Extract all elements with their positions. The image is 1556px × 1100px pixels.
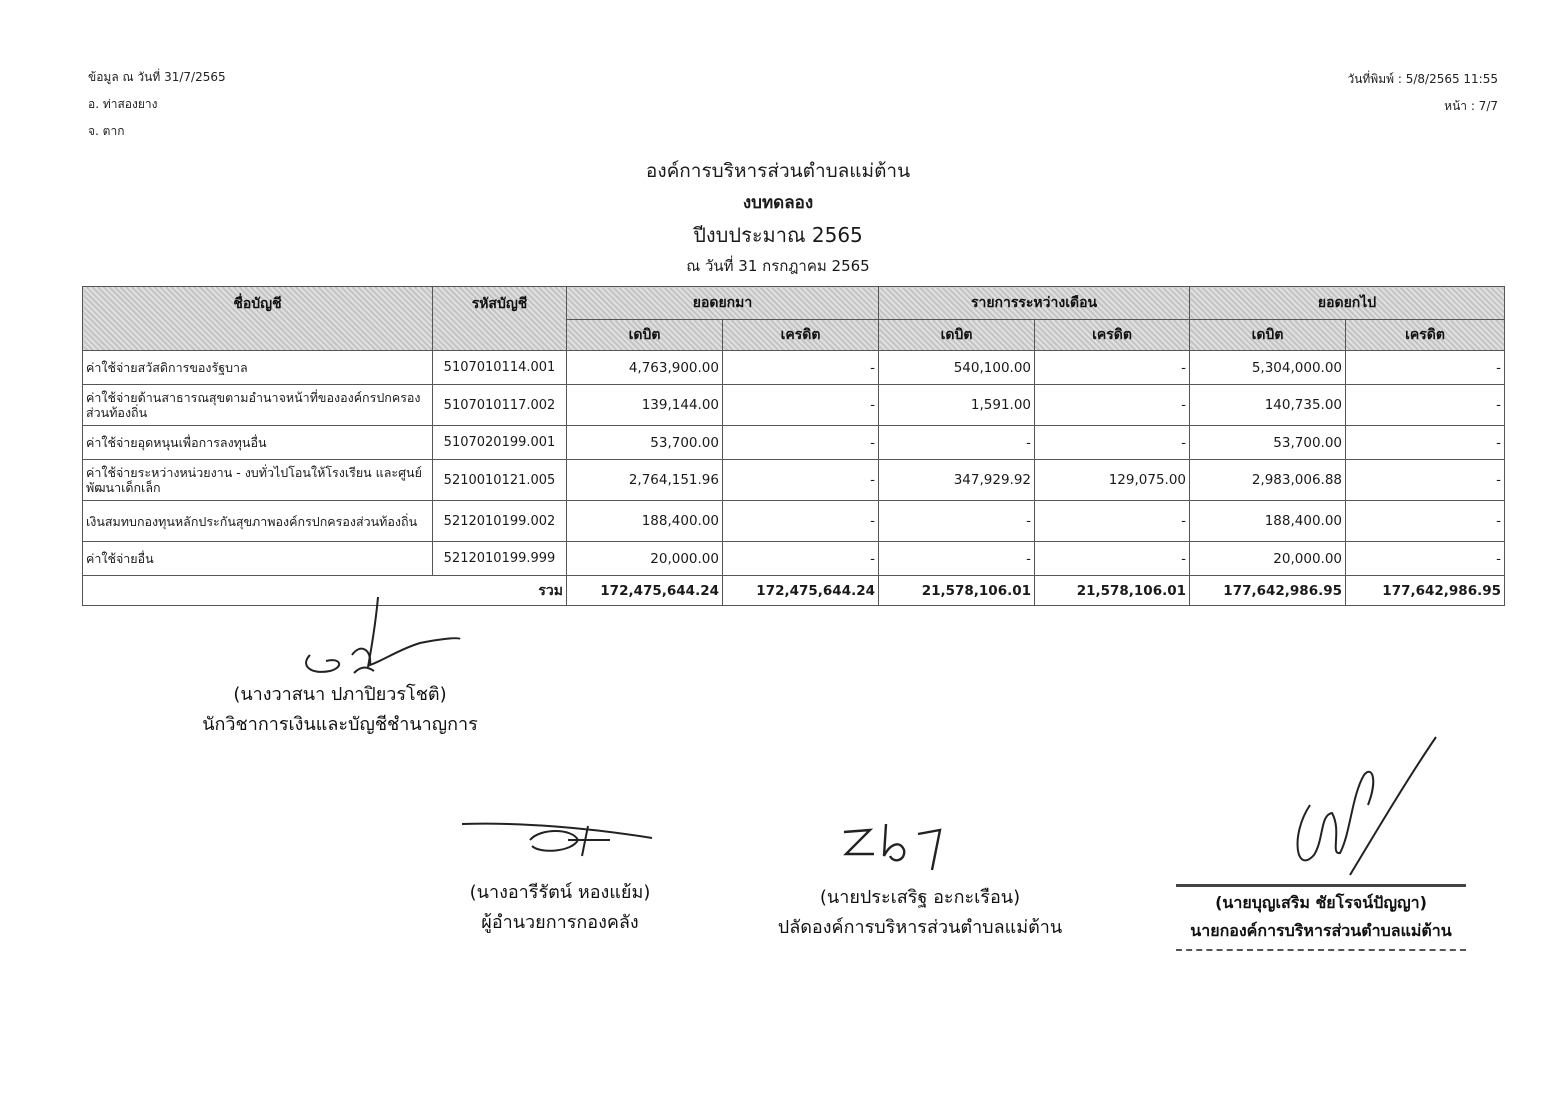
report-titles	[0, 154, 1556, 280]
signer-name: (นายบุญเสริม ชัยโรจน์ปัญญา)	[1215, 893, 1427, 912]
cf-debit: 53,700.00	[1190, 426, 1346, 460]
m-credit: -	[1035, 426, 1190, 460]
account-name: เงินสมทบกองทุนหลักประกันสุขภาพองค์กรปกครองส่วนท้องถิ่น	[83, 501, 433, 542]
table-row	[83, 542, 1505, 576]
account-name: ค่าใช้จ่ายด้านสาธารณสุขตามอำนาจหน้าที่ขององค์กรปกครองส่วนท้องถิ่น	[83, 385, 433, 426]
signer-name: (นายประเสริฐ อะกะเรือน)	[819, 887, 1021, 908]
header-carried-forward: ยอดยกไป	[1190, 287, 1505, 320]
bf-credit: -	[723, 351, 879, 385]
cf-debit: 140,735.00	[1190, 385, 1346, 426]
province: จ. ตาก	[88, 124, 125, 138]
header-account-code: รหัสบัญชี	[433, 287, 567, 351]
m-debit: -	[879, 501, 1035, 542]
signature-block-3	[760, 883, 1080, 943]
account-name: ค่าใช้จ่ายระหว่างหน่วยงาน - งบทั่วไปโอนให้โรงเรียน และศูนย์พัฒนาเด็กเล็ก	[83, 460, 433, 501]
account-code: 5212010199.002	[433, 501, 567, 542]
account-code: 5210010121.005	[433, 460, 567, 501]
header-account-name: ชื่อบัญชี	[83, 287, 433, 351]
table-row	[83, 501, 1505, 542]
bf-credit: -	[723, 501, 879, 542]
header-cf-credit: เครดิต	[1346, 320, 1505, 351]
cf-credit: -	[1346, 351, 1505, 385]
account-name: ค่าใช้จ่ายสวัสดิการของรัฐบาล	[83, 351, 433, 385]
account-name: ค่าใช้จ่ายอื่น	[83, 542, 433, 576]
signer-position: ผู้อำนวยการกองคลัง	[481, 912, 639, 933]
m-debit: -	[879, 542, 1035, 576]
report-title: งบทดลอง	[742, 193, 814, 213]
cf-debit: 5,304,000.00	[1190, 351, 1346, 385]
cf-credit: -	[1346, 501, 1505, 542]
bf-debit: 4,763,900.00	[567, 351, 723, 385]
total-bf-debit: 172,475,644.24	[567, 576, 723, 606]
signature-scribble-3	[840, 820, 960, 875]
table-row	[83, 426, 1505, 460]
total-cf-debit: 177,642,986.95	[1190, 576, 1346, 606]
signature-scribble-1	[290, 595, 470, 680]
signer-position: นายกองค์การบริหารส่วนตำบลแม่ต้าน	[1190, 921, 1452, 940]
signature-block-2	[410, 878, 710, 938]
signature-scribble-2	[460, 818, 660, 863]
total-label: รวม	[83, 576, 567, 606]
account-code: 5107020199.001	[433, 426, 567, 460]
header-m-debit: เดบิต	[879, 320, 1035, 351]
table-row	[83, 351, 1505, 385]
bf-debit: 139,144.00	[567, 385, 723, 426]
bf-debit: 2,764,151.96	[567, 460, 723, 501]
signer-name: (นางวาสนา ปภาปิยวรโชติ)	[233, 684, 447, 705]
signer-position: ปลัดองค์การบริหารส่วนตำบลแม่ต้าน	[777, 917, 1063, 938]
cf-credit: -	[1346, 542, 1505, 576]
bf-debit: 188,400.00	[567, 501, 723, 542]
bf-credit: -	[723, 426, 879, 460]
total-cf-credit: 177,642,986.95	[1346, 576, 1505, 606]
account-code: 5107010117.002	[433, 385, 567, 426]
m-credit: 129,075.00	[1035, 460, 1190, 501]
signature-block-1	[180, 680, 500, 740]
account-name: ค่าใช้จ่ายอุดหนุนเพื่อการลงทุนอื่น	[83, 426, 433, 460]
account-code: 5107010114.001	[433, 351, 567, 385]
header-during-month: รายการระหว่างเดือน	[879, 287, 1190, 320]
header-cf-debit: เดบิต	[1190, 320, 1346, 351]
district: อ. ท่าสองยาง	[88, 97, 158, 111]
signer-name: (นางอารีรัตน์ หองแย้ม)	[469, 882, 651, 903]
total-m-credit: 21,578,106.01	[1035, 576, 1190, 606]
m-debit: 1,591.00	[879, 385, 1035, 426]
m-credit: -	[1035, 385, 1190, 426]
m-debit: 540,100.00	[879, 351, 1035, 385]
total-bf-credit: 172,475,644.24	[723, 576, 879, 606]
header-row-1	[83, 287, 1505, 320]
bf-debit: 53,700.00	[567, 426, 723, 460]
cf-credit: -	[1346, 426, 1505, 460]
bf-credit: -	[723, 385, 879, 426]
signer-position: นักวิชาการเงินและบัญชีชำนาญการ	[202, 714, 478, 735]
table-row	[83, 460, 1505, 501]
header-m-credit: เครดิต	[1035, 320, 1190, 351]
m-debit: -	[879, 426, 1035, 460]
report-meta-left	[88, 64, 226, 145]
header-bf-credit: เครดิต	[723, 320, 879, 351]
m-credit: -	[1035, 501, 1190, 542]
header-bf-debit: เดบิต	[567, 320, 723, 351]
cf-credit: -	[1346, 385, 1505, 426]
cf-debit: 20,000.00	[1190, 542, 1346, 576]
m-debit: 347,929.92	[879, 460, 1035, 501]
cf-debit: 188,400.00	[1190, 501, 1346, 542]
cf-credit: -	[1346, 460, 1505, 501]
data-as-of: ข้อมูล ณ วันที่ 31/7/2565	[88, 70, 226, 84]
total-m-debit: 21,578,106.01	[879, 576, 1035, 606]
account-code: 5212010199.999	[433, 542, 567, 576]
header-brought-forward: ยอดยกมา	[567, 287, 879, 320]
as-of-date: ณ วันที่ 31 กรกฎาคม 2565	[686, 257, 870, 275]
signature-block-4-stamp	[1176, 884, 1466, 951]
m-credit: -	[1035, 542, 1190, 576]
print-date: วันที่พิมพ์ : 5/8/2565 11:55	[1347, 72, 1498, 86]
m-credit: -	[1035, 351, 1190, 385]
page-number: หน้า : 7/7	[1444, 99, 1498, 113]
bf-debit: 20,000.00	[567, 542, 723, 576]
table-row	[83, 385, 1505, 426]
bf-credit: -	[723, 460, 879, 501]
cf-debit: 2,983,006.88	[1190, 460, 1346, 501]
bf-credit: -	[723, 542, 879, 576]
trial-balance-table	[82, 286, 1505, 606]
fiscal-year: ปีงบประมาณ 2565	[693, 223, 863, 247]
report-meta-right	[1347, 66, 1498, 120]
organization-title: องค์การบริหารส่วนตำบลแม่ต้าน	[645, 160, 911, 182]
signature-scribble-4	[1280, 735, 1450, 885]
